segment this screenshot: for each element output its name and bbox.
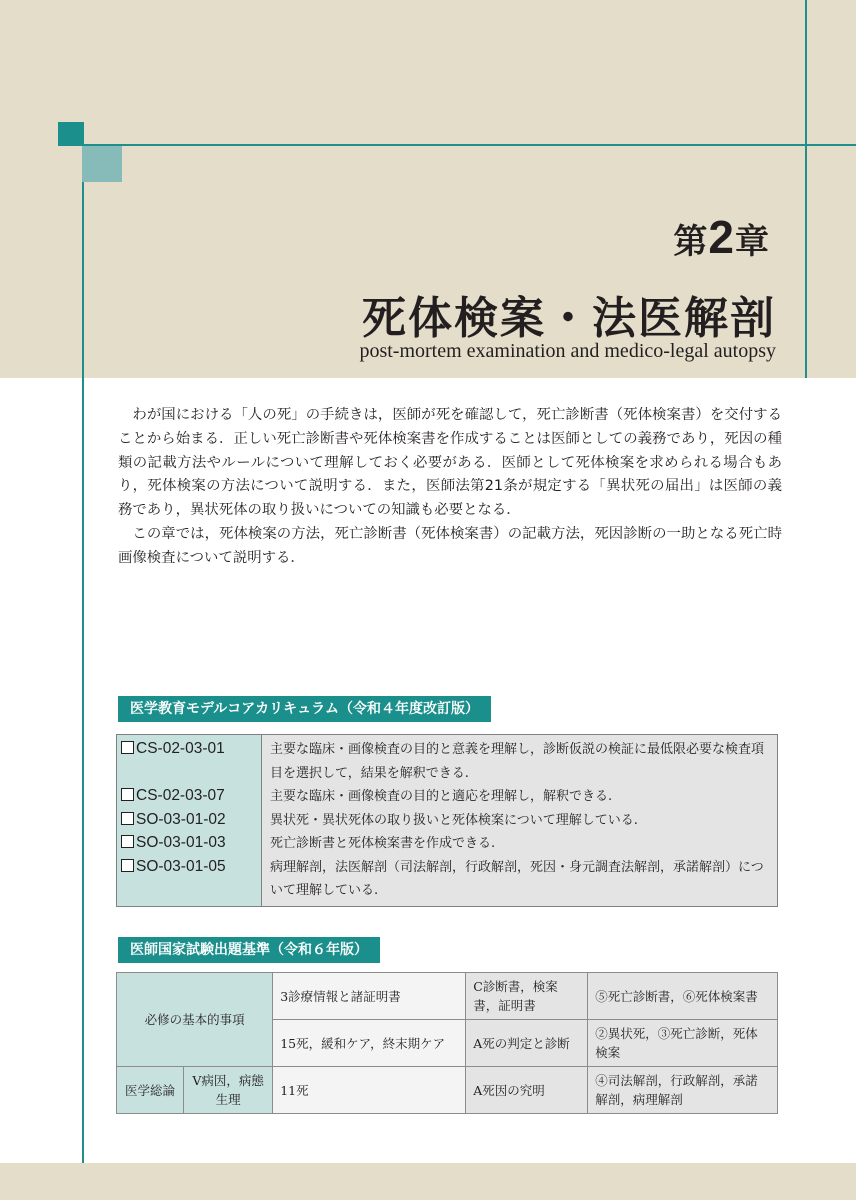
curriculum-description: 異状死・異状死体の取り扱いと死体検案について理解している. xyxy=(270,812,638,828)
curriculum-description: 主要な臨床・画像検査の目的と意義を理解し，診断仮説の検証に最低限必要な検査項目を選択して，結果を解釈できる. xyxy=(270,742,765,781)
curriculum-code: SO-03-01-05 xyxy=(121,855,257,879)
intro-paragraph: この章では，死体検案の方法，死亡診断書（死体検案書）の記載方法，死因診断の一助となる死亡時画像検査について説明する． xyxy=(118,525,782,566)
chapter-number: 2 xyxy=(708,211,735,263)
exam-criteria-label: 医師国家試験出題基準（令和６年版） xyxy=(118,937,380,963)
chapter-suffix: 章 xyxy=(735,222,770,262)
exam-criteria-table xyxy=(116,972,778,1114)
curriculum-description: 主要な臨床・画像検査の目的と適応を理解し，解釈できる. xyxy=(270,789,613,804)
chapter-title: 死体検案・法医解剖 xyxy=(362,293,776,344)
curriculum-code: CS-02-03-07 xyxy=(121,784,257,808)
exam-item: 3診療情報と諸証明書 xyxy=(273,973,466,1020)
checkbox-icon xyxy=(121,812,134,825)
exam-category: 必修の基本的事項 xyxy=(117,973,273,1067)
curriculum-table xyxy=(116,734,778,907)
curriculum-code: CS-02-03-01 xyxy=(121,737,257,761)
exam-item: 11死 xyxy=(273,1067,466,1114)
exam-item: 15死，緩和ケア，終末期ケア xyxy=(273,1020,466,1067)
corner-square-dark xyxy=(58,122,82,146)
header-rule xyxy=(58,144,856,146)
checkbox-icon xyxy=(121,788,134,801)
corner-square-light xyxy=(82,146,122,182)
curriculum-code: SO-03-01-03 xyxy=(121,831,257,855)
right-rule xyxy=(805,0,807,378)
exam-subcategory: Ⅴ病因，病態生理 xyxy=(184,1067,273,1114)
exam-detail: ④司法解剖，行政解剖，承諾解剖，病理解剖 xyxy=(588,1067,778,1114)
exam-subitem: C診断書，検案書，証明書 xyxy=(466,973,588,1020)
curriculum-codes xyxy=(117,735,262,907)
intro-paragraph: わが国における「人の死」の手続きは，医師が死を確認して，死亡診断書（死体検案書）を交付することから始まる．正しい死亡診断書や死体検案書を作成することは医師としての義務であり，死因の種類の記載方法やルールについて理解しておく必要がある．医師として死体検案を求められる場合もあり，死体検案の方法について説明する．また，医師法第21条が規定する「異状死の届出」は医師の義務であり，異状死体の取り扱いについての知識も必要となる． xyxy=(118,407,782,519)
curriculum-code: SO-03-01-02 xyxy=(121,808,257,832)
chapter-prefix: 第 xyxy=(673,222,709,262)
exam-category: 医学総論 xyxy=(117,1067,184,1114)
curriculum-label: 医学教育モデルコアカリキュラム（令和４年度改訂版） xyxy=(118,696,491,722)
chapter-heading xyxy=(673,210,770,264)
curriculum-description: 病理解剖，法医解剖（司法解剖，行政解剖，死因・身元調査法解剖，承諾解剖）について理解している. xyxy=(270,859,764,898)
checkbox-icon xyxy=(121,835,134,848)
exam-subitem: A死因の究明 xyxy=(466,1067,588,1114)
checkbox-icon xyxy=(121,741,134,754)
curriculum-description: 死亡診断書と死体検案書を作成できる. xyxy=(270,836,496,851)
footer-band xyxy=(0,1163,856,1200)
intro-text xyxy=(118,404,782,571)
chapter-subtitle: post-mortem examination and medico-legal autopsy xyxy=(359,340,776,362)
exam-subitem: A死の判定と診断 xyxy=(466,1020,588,1067)
exam-detail: ②異状死，③死亡診断，死体検案 xyxy=(588,1020,778,1067)
checkbox-icon xyxy=(121,859,134,872)
left-rule xyxy=(82,122,84,1163)
exam-detail: ⑤死亡診断書，⑥死体検案書 xyxy=(588,973,778,1020)
curriculum-descriptions xyxy=(262,735,778,907)
